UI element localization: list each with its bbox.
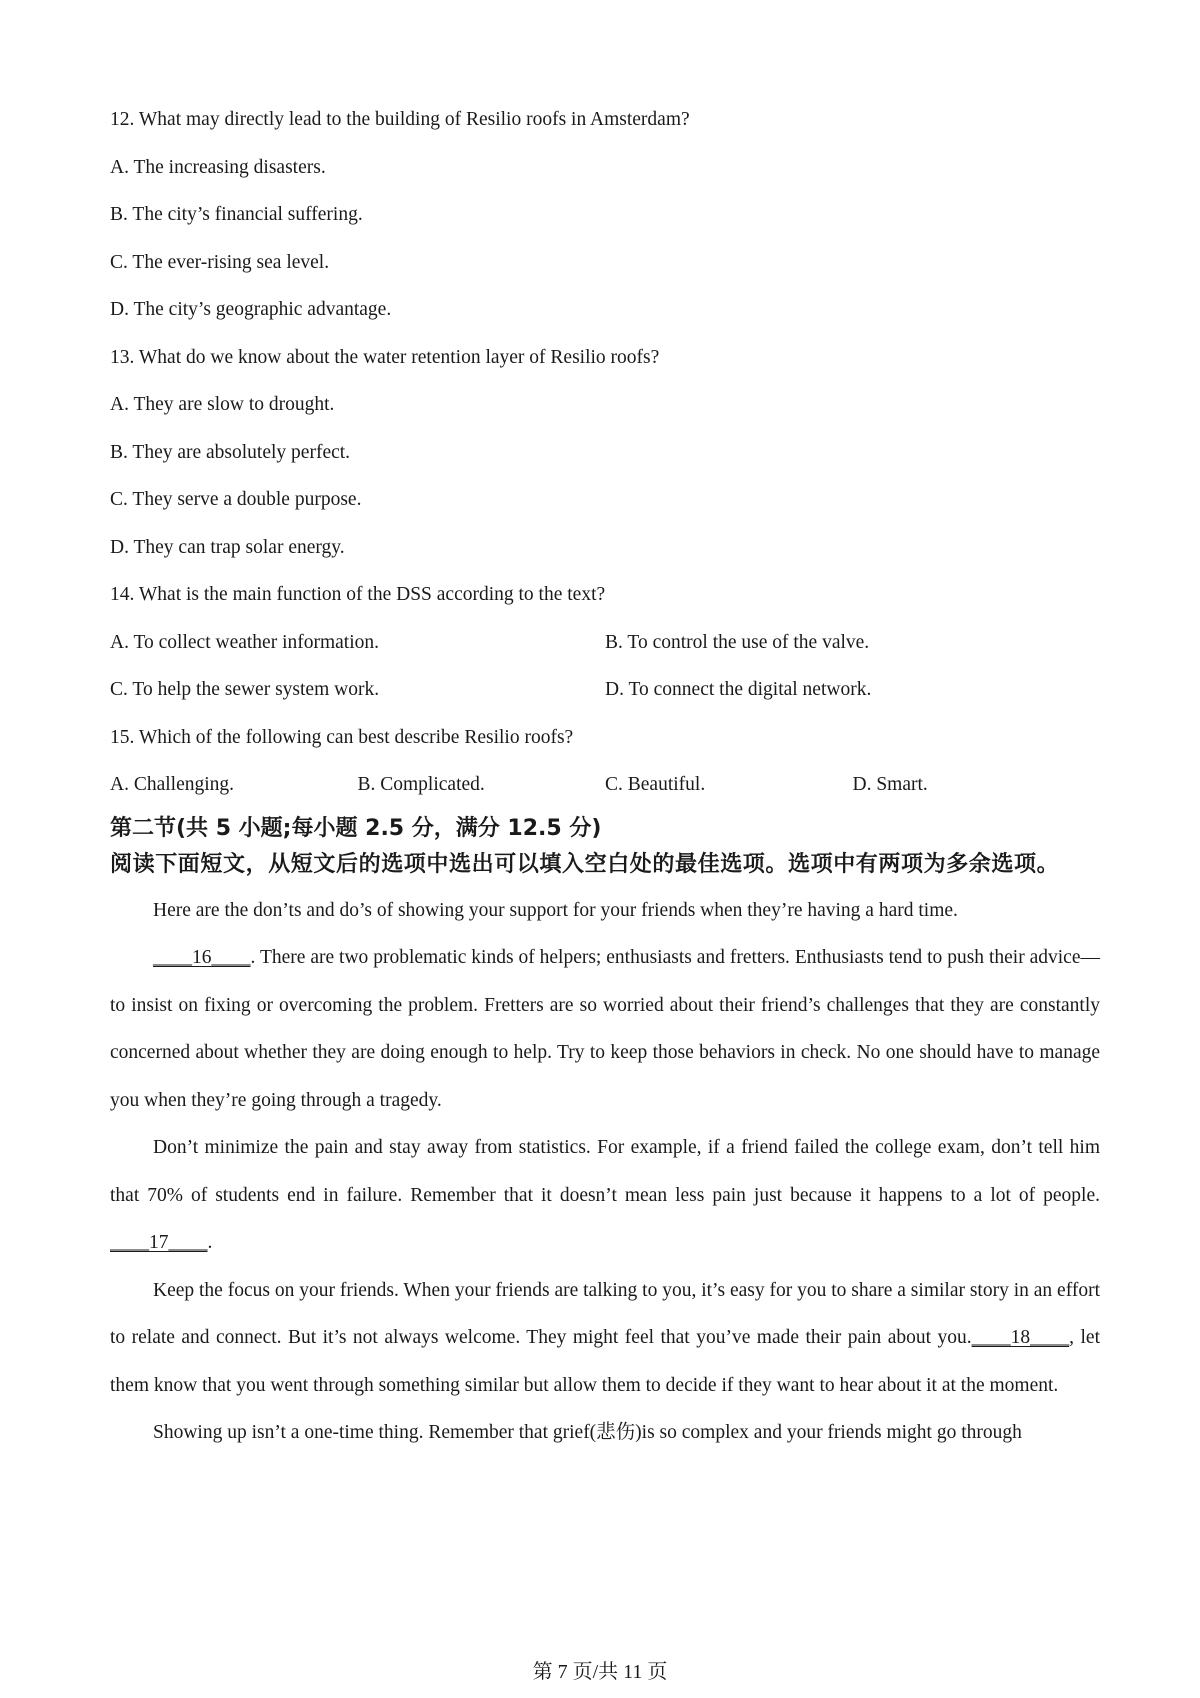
passage-paragraph-1 — [110, 934, 1100, 1124]
passage-intro: Here are the don’ts and do’s of showing your support for your friends when they’re having a hard time. — [153, 899, 958, 921]
question-14-option-a: A. To collect weather information. — [110, 631, 380, 653]
blank-17[interactable]: ____17____ — [110, 1232, 208, 1253]
section-instruction: 阅读下面短文，从短文后的选项中选出可以填入空白处的最佳选项。选项中有两项为多余选项。 — [110, 851, 1060, 877]
question-12-option-a: A. The increasing disasters. — [110, 156, 326, 178]
question-15-option-c: C. Beautiful. — [605, 774, 706, 795]
question-12-stem: 12. What may directly lead to the building of Resilio roofs in Amsterdam? — [110, 109, 690, 130]
question-15-stem: 15. Which of the following can best describe Resilio roofs? — [110, 726, 574, 748]
question-15-options-row — [110, 761, 1100, 809]
passage-paragraph-2-end: . — [207, 1232, 213, 1253]
question-14-options-row-2 — [110, 666, 1100, 714]
question-13-stem: 13. What do we know about the water retention layer of Resilio roofs? — [110, 346, 660, 368]
passage-paragraph-1-text: . There are two problematic kinds of helpers; enthusiasts and fretters. Enthusiasts tend to push their advice—to insist on fixing or overcoming the problem. Fretters are so worried about their friend’s challenges that they are constantly concerned about whether they are doing enough to help. Try to keep those behaviors in check. No one should have to manage you when they’re going through a tragedy. — [110, 947, 1100, 1111]
question-13-option-b: B. They are absolutely perfect. — [110, 441, 351, 463]
passage-paragraph-4: Showing up isn’t a one-time thing. Remember that grief(悲伤)is so complex and your friends might go through — [153, 1422, 1022, 1443]
page-number: 第 7 页/共 11 页 — [532, 1661, 668, 1683]
question-12-option-c: C. The ever-rising sea level. — [110, 251, 330, 273]
passage-paragraph-2 — [110, 1124, 1100, 1267]
question-14-option-c: C. To help the sewer system work. — [110, 679, 380, 700]
question-13-option-a: A. They are slow to drought. — [110, 394, 335, 415]
question-14-option-b: B. To control the use of the valve. — [605, 631, 870, 653]
blank-18[interactable]: ____18____ — [971, 1327, 1070, 1348]
question-14-option-d: D. To connect the digital network. — [605, 679, 872, 700]
question-15-option-a: A. Challenging. — [110, 774, 235, 795]
page-content — [110, 96, 1100, 1457]
question-15-option-d: D. Smart. — [852, 774, 928, 795]
question-13-option-d: D. They can trap solar energy. — [110, 536, 345, 558]
passage-paragraph-3-text: Keep the focus on your friends. When your friends are talking to you, it’s easy for you to share a similar story in an effort to relate and connect. But it’s not always welcome. They might feel that you’ve made their pain about you. — [110, 1279, 1100, 1348]
question-14-options-row-1 — [110, 619, 1100, 667]
passage-paragraph-3-end: , let them know that you went through something similar but allow them to decide if they want to hear about it at the moment. — [110, 1327, 1100, 1396]
blank-16[interactable]: ____16____ — [153, 947, 251, 968]
question-15-option-b: B. Complicated. — [357, 774, 485, 795]
question-14-stem: 14. What is the main function of the DSS according to the text? — [110, 584, 606, 605]
question-13-option-c: C. They serve a double purpose. — [110, 489, 362, 510]
section-heading: 第二节(共 5 小题;每小题 2.5 分，满分 12.5 分) — [110, 815, 602, 841]
passage-paragraph-3 — [110, 1267, 1100, 1410]
question-12-option-d: D. The city’s geographic advantage. — [110, 299, 392, 320]
question-12-option-b: B. The city’s financial suffering. — [110, 204, 363, 225]
passage-paragraph-2-text: Don’t minimize the pain and stay away from statistics. For example, if a friend failed the college exam, don’t tell him that 70% of students end in failure. Remember that it doesn’t mean less pain just because it happens to a lot of people. — [110, 1137, 1100, 1206]
